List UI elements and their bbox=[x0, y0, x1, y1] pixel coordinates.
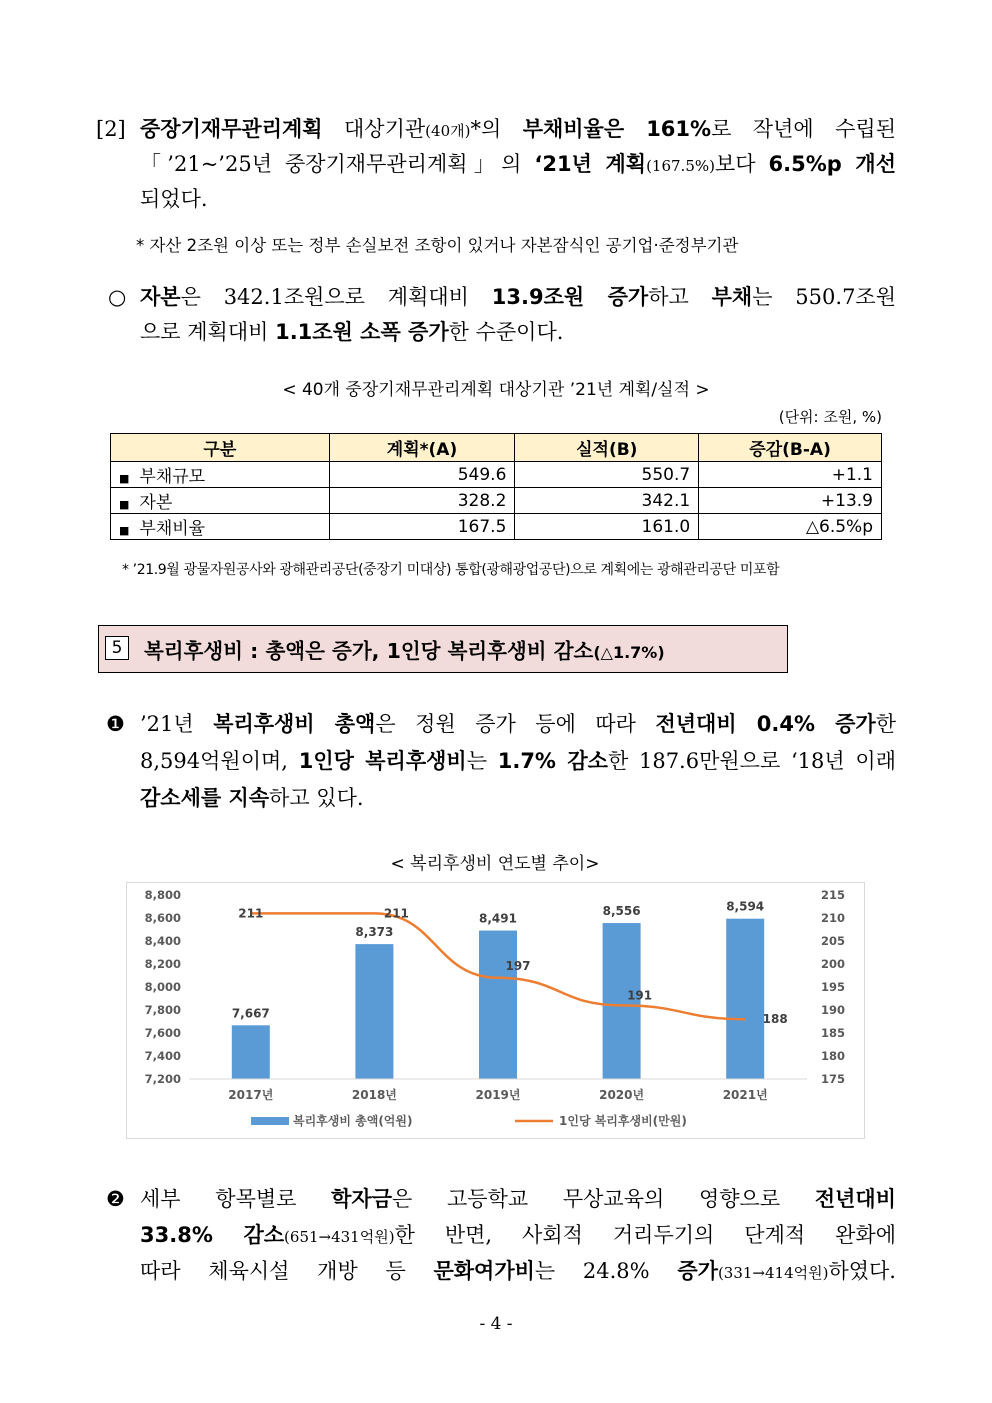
para2-line1: 중장기재무관리계획 대상기관(40개)*의 부채비율은 161%로 작년에 수립된 bbox=[140, 117, 896, 141]
line-data-label: 197 bbox=[505, 958, 531, 973]
row-actual: 550.7 bbox=[515, 462, 699, 488]
left-axis-tick-label: 8,000 bbox=[144, 980, 181, 994]
right-axis-tick-label: 205 bbox=[821, 934, 846, 948]
row-actual: 161.0 bbox=[515, 514, 699, 540]
item2-marker: ❷ bbox=[106, 1187, 125, 1211]
right-axis-tick-label: 210 bbox=[821, 911, 846, 925]
item1-line3: 감소세를 지속하고 있다. bbox=[140, 786, 364, 810]
right-axis-tick-label: 215 bbox=[821, 888, 846, 902]
left-axis-tick-label: 8,600 bbox=[144, 911, 181, 925]
right-axis-tick-label: 180 bbox=[821, 1049, 846, 1063]
plan-actual-table bbox=[110, 433, 882, 540]
x-axis-tick-label: 2019년 bbox=[475, 1088, 521, 1102]
table-header-row bbox=[111, 434, 882, 462]
left-axis-tick-label: 7,800 bbox=[144, 1003, 181, 1017]
legend-bar-swatch bbox=[251, 1117, 289, 1125]
bar bbox=[232, 1025, 270, 1079]
row-label: ■ 부채규모 bbox=[111, 462, 330, 488]
item1-line1: ’21년 복리후생비 총액은 정원 증가 등에 따라 전년대비 0.4% 증가한 bbox=[140, 712, 897, 736]
para2-line3: 되었다. bbox=[140, 187, 208, 211]
right-axis-tick-label: 200 bbox=[821, 957, 846, 971]
bar bbox=[726, 919, 764, 1079]
x-axis-tick-label: 2017년 bbox=[228, 1088, 274, 1102]
square-bullet-icon: ■ bbox=[119, 472, 130, 485]
bar bbox=[355, 944, 393, 1079]
right-axis-tick-label: 195 bbox=[821, 980, 846, 994]
line-data-label: 191 bbox=[627, 988, 653, 1003]
page-number: - 4 - bbox=[479, 1314, 513, 1334]
left-axis-tick-label: 8,400 bbox=[144, 934, 181, 948]
bar-data-label: 7,667 bbox=[231, 1006, 270, 1021]
x-axis-tick-label: 2018년 bbox=[351, 1088, 397, 1102]
para2-footnote: * 자산 2조원 이상 또는 정부 손실보전 조항이 있거나 자본잠식인 공기업·준정부기관 bbox=[136, 236, 739, 255]
section-title: 복리후생비 : 총액은 증가, 1인당 복리후생비 감소(△1.7%) bbox=[144, 639, 665, 663]
header-category: 구분 bbox=[111, 434, 330, 462]
line-data-label: 188 bbox=[762, 1012, 788, 1027]
right-axis-tick-label: 185 bbox=[821, 1026, 846, 1040]
header-diff: 증감(B-A) bbox=[699, 434, 882, 462]
para2-line2: 「’21~’25년 중장기재무관리계획」의 ‘21년 계획(167.5%)보다 6.5%p 개선 bbox=[140, 152, 896, 176]
table-unit: (단위: 조원, %) bbox=[778, 408, 882, 426]
item2-line1: 세부 항목별로 학자금은 고등학교 무상교육의 영향으로 전년대비 bbox=[140, 1187, 896, 1211]
chart-frame bbox=[126, 882, 865, 1139]
square-bullet-icon: ■ bbox=[119, 498, 130, 511]
bar-data-label: 8,556 bbox=[602, 904, 641, 919]
table-row bbox=[111, 462, 882, 488]
right-axis-tick-label: 175 bbox=[821, 1072, 846, 1086]
capital-line2: 으로 계획대비 1.1조원 소폭 증가한 수준이다. bbox=[140, 320, 564, 344]
right-axis-tick-label: 190 bbox=[821, 1003, 846, 1017]
row-diff: △6.5%p bbox=[699, 514, 882, 540]
table-title: < 40개 중장기재무관리계획 대상기관 ’21년 계획/실적 > bbox=[282, 380, 710, 400]
item1-line2: 8,594억원이며, 1인당 복리후생비는 1.7% 감소한 187.6만원으로 ‘18년 이래 bbox=[140, 749, 896, 773]
row-plan: 328.2 bbox=[329, 488, 515, 514]
item2-line3: 따라 체육시설 개방 등 문화여가비는 24.8% 증가(331→414억원)하였다. bbox=[140, 1259, 896, 1283]
header-actual: 실적(B) bbox=[515, 434, 699, 462]
x-axis-tick-label: 2021년 bbox=[722, 1088, 768, 1102]
line-data-label: 211 bbox=[383, 906, 409, 921]
para2-num: [2] bbox=[96, 117, 126, 141]
line-data-label: 211 bbox=[238, 906, 264, 921]
legend-line-label: 1인당 복리후생비(만원) bbox=[559, 1114, 687, 1128]
left-axis-tick-label: 7,400 bbox=[144, 1049, 181, 1063]
row-plan: 549.6 bbox=[329, 462, 515, 488]
section-number: 5 bbox=[105, 636, 129, 660]
chart-title: < 복리후생비 연도별 추이> bbox=[390, 854, 600, 874]
bar-data-label: 8,373 bbox=[355, 925, 394, 940]
row-diff: +13.9 bbox=[699, 488, 882, 514]
table-row bbox=[111, 488, 882, 514]
item2-line2: 33.8% 감소(651→431억원)한 반면, 사회적 거리두기의 단계적 완화에 bbox=[140, 1223, 896, 1247]
row-plan: 167.5 bbox=[329, 514, 515, 540]
table-row bbox=[111, 514, 882, 540]
bar-data-label: 8,594 bbox=[726, 899, 765, 914]
bar-data-label: 8,491 bbox=[479, 911, 517, 926]
welfare-chart bbox=[127, 883, 864, 1138]
row-label: ■ 자본 bbox=[111, 488, 330, 514]
item1-marker: ❶ bbox=[106, 712, 125, 736]
bar bbox=[479, 931, 517, 1079]
left-axis-tick-label: 8,200 bbox=[144, 957, 181, 971]
legend-bar-label: 복리후생비 총액(억원) bbox=[293, 1114, 413, 1128]
header-plan: 계획*(A) bbox=[329, 434, 515, 462]
left-axis-tick-label: 8,800 bbox=[144, 888, 181, 902]
left-axis-tick-label: 7,600 bbox=[144, 1026, 181, 1040]
x-axis-tick-label: 2020년 bbox=[599, 1088, 645, 1102]
square-bullet-icon: ■ bbox=[119, 524, 130, 537]
left-axis-tick-label: 7,200 bbox=[144, 1072, 181, 1086]
row-actual: 342.1 bbox=[515, 488, 699, 514]
capital-bullet-marker: ○ bbox=[108, 285, 127, 309]
capital-line1: 자본은 342.1조원으로 계획대비 13.9조원 증가하고 부채는 550.7조원 bbox=[140, 285, 896, 309]
table-footnote: * ’21.9월 광물자원공사와 광해관리공단(중장기 미대상) 통합(광해광업공단)으로 계획에는 광해관리공단 미포함 bbox=[122, 562, 780, 578]
row-label: ■ 부채비율 bbox=[111, 514, 330, 540]
row-diff: +1.1 bbox=[699, 462, 882, 488]
